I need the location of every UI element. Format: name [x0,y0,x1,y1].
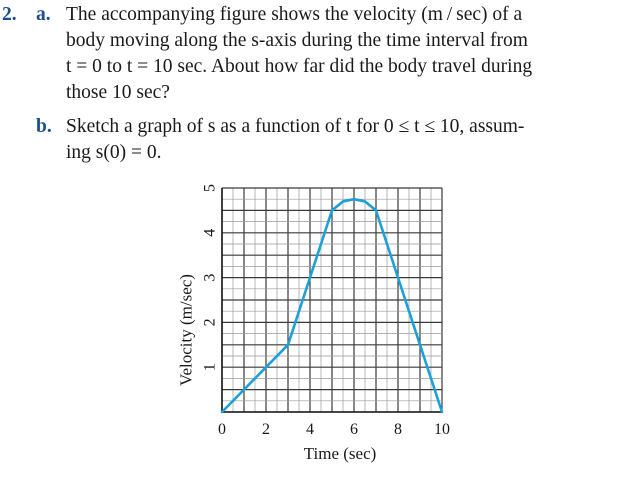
y-tick-label: 1 [201,363,219,372]
problem-number [2,2,17,28]
part-a-line-1: The accompanying figure shows the velocity (m / sec) of a [66,4,523,25]
x-tick-label: 10 [434,421,450,438]
velocity-chart-svg [160,176,470,476]
part-b-label-wrap [36,114,52,140]
problem-number-label: 2. [2,4,17,25]
x-tick-label: 2 [262,421,270,438]
part-b-label: b. [36,116,52,137]
y-axis-label: Velocity (m/sec) [176,274,196,386]
part-a-line-3: t = 0 to t = 10 sec. About how far did the body travel during [66,56,533,77]
part-b-line-2: ing s(0) = 0. [66,142,162,163]
x-axis-label: Time (sec) [303,444,377,463]
part-b-line-1: Sketch a graph of s as a function of t for 0 ≤ t ≤ 10, assum- [66,116,525,137]
y-tick-label: 5 [201,184,219,192]
part-a-label: a. [36,4,51,25]
part-a-line-2: body moving along the s-axis during the time interval from [66,30,528,51]
x-tick-label: 0 [218,421,226,438]
x-tick-label: 4 [306,421,314,438]
y-tick-label: 2 [201,318,219,327]
velocity-chart [160,176,470,481]
part-a-label-wrap [36,2,51,28]
x-tick-label: 8 [394,421,402,438]
x-tick-label: 6 [350,421,358,438]
y-tick-label: 3 [201,273,219,282]
y-tick-label: 4 [201,228,219,237]
part-a-line-4: those 10 sec? [66,82,170,103]
